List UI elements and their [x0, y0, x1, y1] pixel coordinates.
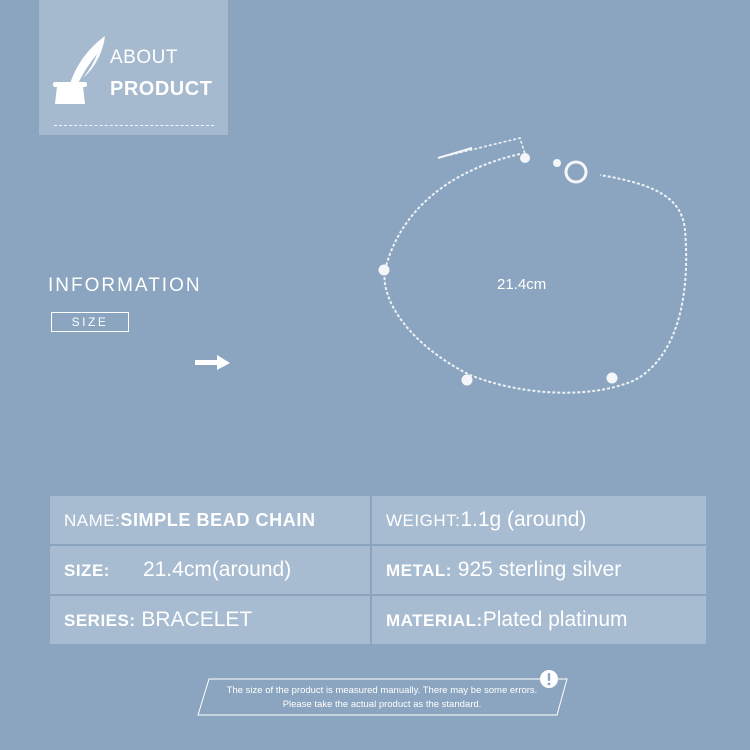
material-cell [372, 596, 706, 644]
information-heading: INFORMATION [48, 275, 202, 296]
name-value: SIMPLE BEAD CHAIN [120, 510, 316, 530]
size-value: 21.4cm(around) [142, 558, 292, 581]
about-label: ABOUT [110, 47, 178, 68]
material-value: Plated platinum [482, 608, 628, 631]
size-tag: SIZE [51, 312, 129, 332]
weight-key: WEIGHT: [386, 511, 461, 530]
arrow-right-icon [195, 355, 231, 371]
length-label: 21.4cm [497, 276, 547, 293]
disclaimer-line1: The size of the product is measured manually. There may be some errors. [226, 685, 538, 696]
quill-ink-icon [53, 34, 109, 104]
size-cell [50, 546, 370, 594]
name-key: NAME: [64, 511, 121, 530]
exclamation-icon [539, 669, 559, 689]
disclaimer-note [200, 684, 564, 712]
material-key: MATERIAL: [386, 611, 483, 630]
bracelet-image [360, 130, 700, 410]
metal-value: 925 sterling silver [457, 558, 622, 581]
table-row [50, 546, 706, 594]
table-row [50, 596, 706, 644]
metal-key: METAL: [386, 561, 452, 580]
size-key: SIZE: [64, 561, 110, 580]
name-cell [50, 496, 370, 544]
disclaimer-line2: Please take the actual product as the standard. [282, 699, 482, 710]
series-value: BRACELET [141, 608, 253, 631]
series-key: SERIES: [64, 611, 136, 630]
about-product-card [39, 0, 228, 135]
weight-cell [372, 496, 706, 544]
dashed-divider [54, 125, 214, 126]
series-cell [50, 596, 370, 644]
product-label: PRODUCT [110, 78, 213, 100]
specs-table [48, 494, 708, 646]
weight-value: 1.1g (around) [460, 508, 587, 531]
metal-cell [372, 546, 706, 594]
table-row [50, 496, 706, 544]
